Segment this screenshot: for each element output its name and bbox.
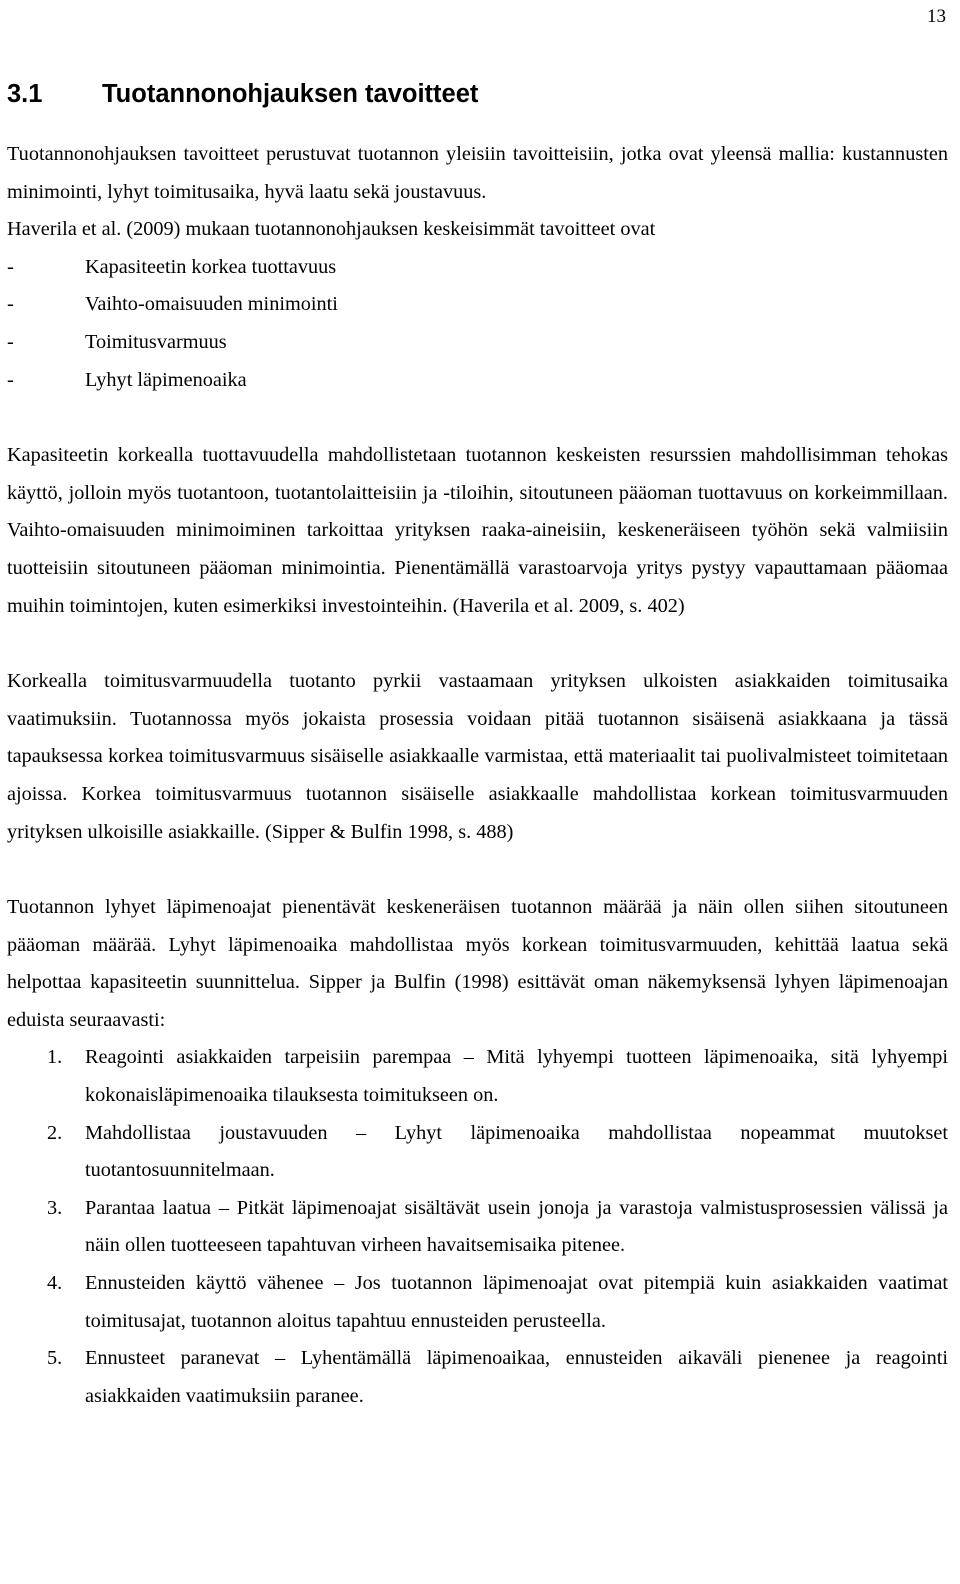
list-item-number: 4. <box>47 1272 63 1295</box>
list-item: - Kapasiteetin korkea tuottavuus <box>7 249 948 287</box>
section-title: Tuotannonohjauksen tavoitteet <box>102 80 479 108</box>
list-item <box>7 1039 948 1114</box>
intro-lead-line: Haverila et al. (2009) mukaan tuotannonohjauksen keskeisimmät tavoitteet ovat <box>7 218 656 241</box>
section-number: 3.1 <box>7 80 43 108</box>
goals-list <box>7 249 948 399</box>
list-item-text: Parantaa laatua – Pitkät läpimenoajat sisältävät usein jonoja ja varastoja valmistusprosessien välissä ja näin ollen tuotteeseen tapahtuvan virheen havaitsemisaika pitenee. <box>85 1196 948 1257</box>
list-item-text: Reagointi asiakkaiden tarpeisiin parempaa – Mitä lyhyempi tuotteen läpimenoaika, sitä lyhyempi kokonaisläpimenoaika tilauksesta toimitukseen on. <box>85 1046 948 1107</box>
list-item-number: 1. <box>47 1046 63 1069</box>
list-item-text: Ennusteet paranevat – Lyhentämällä läpimenoaikaa, ennusteiden aikaväli pienenee ja reagointi asiakkaiden vaatimuksiin paranee. <box>85 1347 948 1407</box>
list-item: - Lyhyt läpimenoaika <box>7 362 948 400</box>
list-item-text: Vaihto-omaisuuden minimointi <box>85 293 338 316</box>
list-item-number: 3. <box>47 1196 63 1219</box>
list-item-text: Ennusteiden käyttö vähenee – Jos tuotannon läpimenoajat ovat pitempiä kuin asiakkaiden vaatimat toimitusajat, tuotannon aloitus tapahtuu ennusteiden perusteella. <box>85 1272 948 1332</box>
document-body <box>7 136 948 1415</box>
list-item <box>7 1340 948 1415</box>
list-item <box>7 1115 948 1190</box>
list-item-text: Kapasiteetin korkea tuottavuus <box>85 255 337 278</box>
list-item: - Toimitusvarmuus <box>7 324 948 362</box>
list-item <box>7 1190 948 1265</box>
list-item-text: Lyhyt läpimenoaika <box>85 368 247 391</box>
list-item-number: 2. <box>47 1121 63 1144</box>
paragraph-capacity: Kapasiteetin korkealla tuottavuudella mahdollistetaan tuotannon keskeisten resurssien mahdollisimman tehokas käyttö, jolloin myös tuotantoon, tuotantolaitteisiin ja -tiloihin, sitoutuneen pääoman tuottavuus on korkeimmillaan. Vaihto-omaisuuden minimoiminen tarkoittaa yrityksen raaka-aineisiin, keskeneräiseen työhön sekä valmiisiin tuotteisiin sitoutuneen pääoman minimointia. Pienentämällä varastoarvoja yritys pystyy vapauttamaan pääomaa muihin toimintojen, kuten esimerkiksi investointeihin. (Haverila et al. 2009, s. 402) <box>7 444 948 617</box>
list-item: - Vaihto-omaisuuden minimointi <box>7 286 948 324</box>
section-heading <box>7 76 478 112</box>
benefits-list <box>7 1039 948 1415</box>
paragraph-delivery: Korkealla toimitusvarmuudella tuotanto pyrkii vastaamaan yrityksen ulkoisten asiakkaiden toimitusaika vaatimuksiin. Tuotannossa myös jokaista prosessia voidaan pitää tuotannon sisäisenä asiakkaana ja tässä tapauksessa korkea toimitusvarmuus sisäiselle asiakkaalle varmistaa, että materiaalit tai puolivalmisteet toimitetaan ajoissa. Korkea toimitusvarmuus tuotannon sisäiselle asiakkaalle mahdollistaa korkean toimitusvarmuuden yrityksen ulkoisille asiakkaille. (Sipper & Bulfin 1998, s. 488) <box>7 670 948 843</box>
intro-paragraph: Tuotannonohjauksen tavoitteet perustuvat tuotannon yleisiin tavoitteisiin, jotka ovat yleensä mallia: kustannusten minimointi, lyhyt toimitusaika, hyvä laatu sekä joustavuus. <box>7 143 948 203</box>
list-item-number: 5. <box>47 1347 63 1370</box>
paragraph-leadtime: Tuotannon lyhyet läpimenoajat pienentävät keskeneräisen tuotannon määrää ja näin ollen siihen sitoutuneen pääoman määrää. Lyhyt läpimenoaika mahdollistaa myös korkean toimitusvarmuuden, kehittää laatua sekä helpottaa kapasiteetin suunnittelua. Sipper ja Bulfin (1998) esittävät oman näkemyksensä lyhyen läpimenoajan eduista seuraavasti: <box>7 896 948 1031</box>
page-number: 13 <box>927 6 946 27</box>
list-item <box>7 1265 948 1340</box>
list-item-text: Toimitusvarmuus <box>85 330 227 353</box>
list-item-text: Mahdollistaa joustavuuden – Lyhyt läpimenoaika mahdollistaa nopeammat muutokset tuotantosuunnitelmaan. <box>85 1121 948 1182</box>
